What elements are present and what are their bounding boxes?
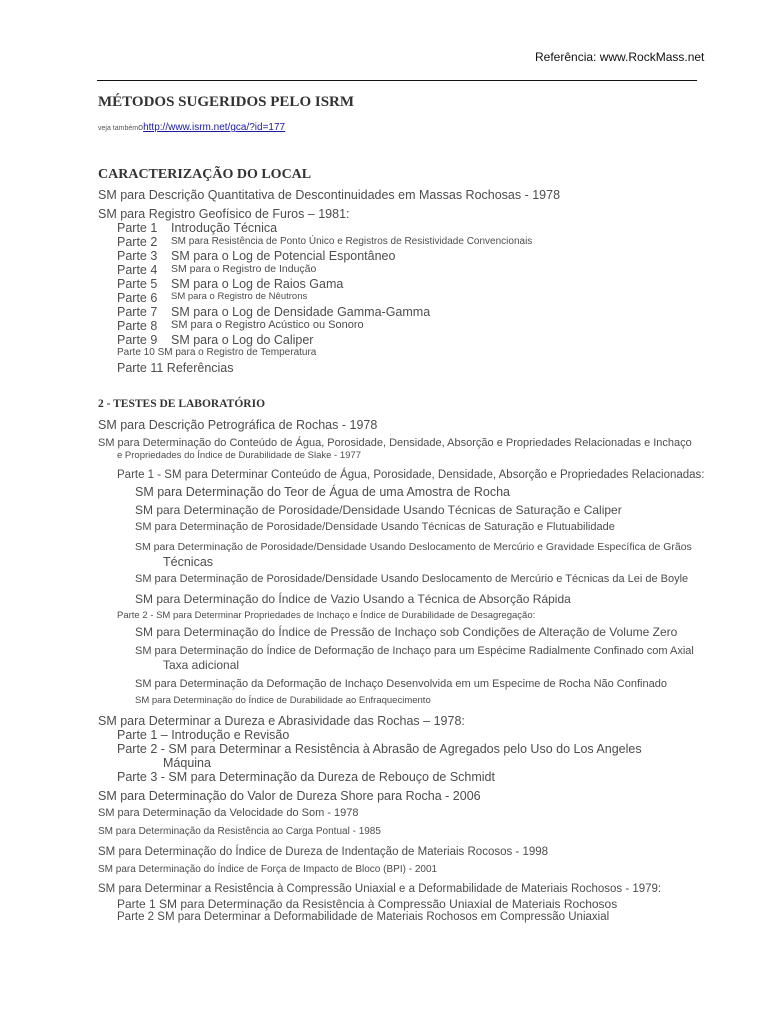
part-label: Parte 1 [117,221,158,235]
sub-item-continuation: Técnicas [163,555,214,569]
part-line: Parte 10 SM para o Registro de Temperatura [117,347,317,358]
section-heading-site: CARACTERIZAÇÃO DO LOCAL [98,167,312,182]
list-item: SM para Descrição Petrográfica de Rochas - 1978 [98,418,378,432]
part-text: SM para o Log de Potencial Espontâneo [171,249,396,263]
page-title: MÉTODOS SUGERIDOS PELO ISRM [98,94,355,110]
part-line: Parte 2 SM para Determinar a Deformabilidade de Materiais Rochosos em Compressão Uniaxial [117,911,610,923]
part-text: Introdução Técnica [171,221,278,235]
sub-item: SM para Determinação do Índice de Pressão de Inchaço sob Condições de Alteração de Volume Zero [135,625,678,639]
part-label: Parte 7 [117,305,158,319]
section-heading-lab: 2 - TESTES DE LABORATÓRIO [98,398,266,410]
list-item: SM para Determinar a Dureza e Abrasividade das Rochas – 1978: [98,714,465,728]
part-label: Parte 6 [117,291,158,305]
part-label: Parte 9 [117,333,158,347]
part-intro: Parte 2 - SM para Determinar Propriedades de Inchaço e Índice de Durabilidade de Desagregação: [117,610,536,621]
part-line: Parte 2 - SM para Determinar a Resistência à Abrasão de Agregados pelo Uso do Los Angeles [117,742,642,756]
part-label: Parte 4 [117,263,158,277]
sub-item: SM para Determinação do Teor de Água de uma Amostra de Rocha [135,485,510,499]
part-line: Parte 11 Referências [117,361,234,375]
part-line: Parte 1 SM para Determinação da Resistência à Compressão Uniaxial de Materiais Rochosos [117,897,618,911]
part-intro: Parte 1 - SM para Determinar Conteúdo de Água, Porosidade, Densidade, Absorção e Propriedades Relacionadas: [117,469,705,481]
sub-item: SM para Determinação de Porosidade/Densidade Usando Técnicas de Saturação e Caliper [135,503,622,517]
list-item: SM para Descrição Quantitativa de Descontinuidades em Massas Rochosas - 1978 [98,188,561,202]
part-label: Parte 5 [117,277,158,291]
list-item: SM para Determinação da Velocidade do Som - 1978 [98,807,359,819]
list-item: SM para Determinar a Resistência à Compressão Uniaxial e a Deformabilidade de Materiais Rochosos - 1979: [98,883,662,895]
part-line-continuation: Máquina [163,756,211,770]
sub-item: SM para Determinação da Deformação de Inchaço Desenvolvida em um Especime de Rocha Não Confinado [135,678,667,690]
list-item: SM para Determinação do Conteúdo de Água, Porosidade, Densidade, Absorção e Propriedades Relacionadas e Inchaço [98,437,692,449]
list-item: SM para Registro Geofísico de Furos – 1981: [98,207,350,221]
sub-item: SM para Determinação de Porosidade/Densidade Usando Deslocamento de Mercúrio e Técnicas da Lei de Boyle [135,573,689,585]
list-item: SM para Determinação do Índice de Força de Impacto de Bloco (BPI) - 2001 [98,864,438,875]
sub-item: SM para Determinação do Índice de Vazio Usando a Técnica de Absorção Rápida [135,592,571,606]
see-also-line [98,116,285,135]
part-text: SM para o Registro de Indução [171,263,317,275]
part-label: Parte 3 [117,249,158,263]
part-label: Parte 2 [117,235,158,249]
part-text: SM para o Registro de Nêutrons [171,291,308,302]
see-also-label: veja também [98,125,139,132]
list-item: SM para Determinação da Resistência ao Carga Pontual - 1985 [98,826,381,837]
part-text: SM para Resistência de Ponto Único e Registros de Resistividade Convencionais [171,236,533,247]
header-divider [97,80,697,81]
part-text: SM para o Registro Acústico ou Sonoro [171,319,364,331]
list-item-continuation: e Propriedades do Índice de Durabilidade de Slake - 1977 [117,450,361,461]
reference-text: Referência: www.RockMass.net [535,50,705,64]
part-label: Parte 8 [117,319,158,333]
part-text: SM para o Log de Raios Gama [171,277,344,291]
part-text: SM para o Log de Densidade Gamma-Gamma [171,305,431,319]
list-item: SM para Determinação do Índice de Dureza de Indentação de Materiais Rocosos - 1998 [98,846,549,858]
isrm-link[interactable]: http://www.isrm.net/gca/?id=177 [143,122,286,133]
part-text: SM para o Log do Caliper [171,333,314,347]
link-bullet-icon: o [138,122,144,132]
sub-item-continuation: Taxa adicional [163,658,240,672]
list-item: SM para Determinação do Valor de Dureza Shore para Rocha - 2006 [98,789,481,803]
sub-item: SM para Determinação do Índice de Deformação de Inchaço para um Espécime Radialmente Confinado com Axial [135,645,694,657]
sub-item: SM para Determinação de Porosidade/Densidade Usando Técnicas de Saturação e Flutuabilidade [135,521,615,533]
part-line: Parte 3 - SM para Determinação da Dureza de Rebouço de Schmidt [117,770,495,784]
part-line: Parte 1 – Introdução e Revisão [117,728,290,742]
sub-item: SM para Determinação do Índice de Durabilidade ao Enfraquecimento [135,695,431,706]
sub-item: SM para Determinação de Porosidade/Densidade Usando Deslocamento de Mercúrio e Gravidade Específica de Grãos [135,541,692,553]
